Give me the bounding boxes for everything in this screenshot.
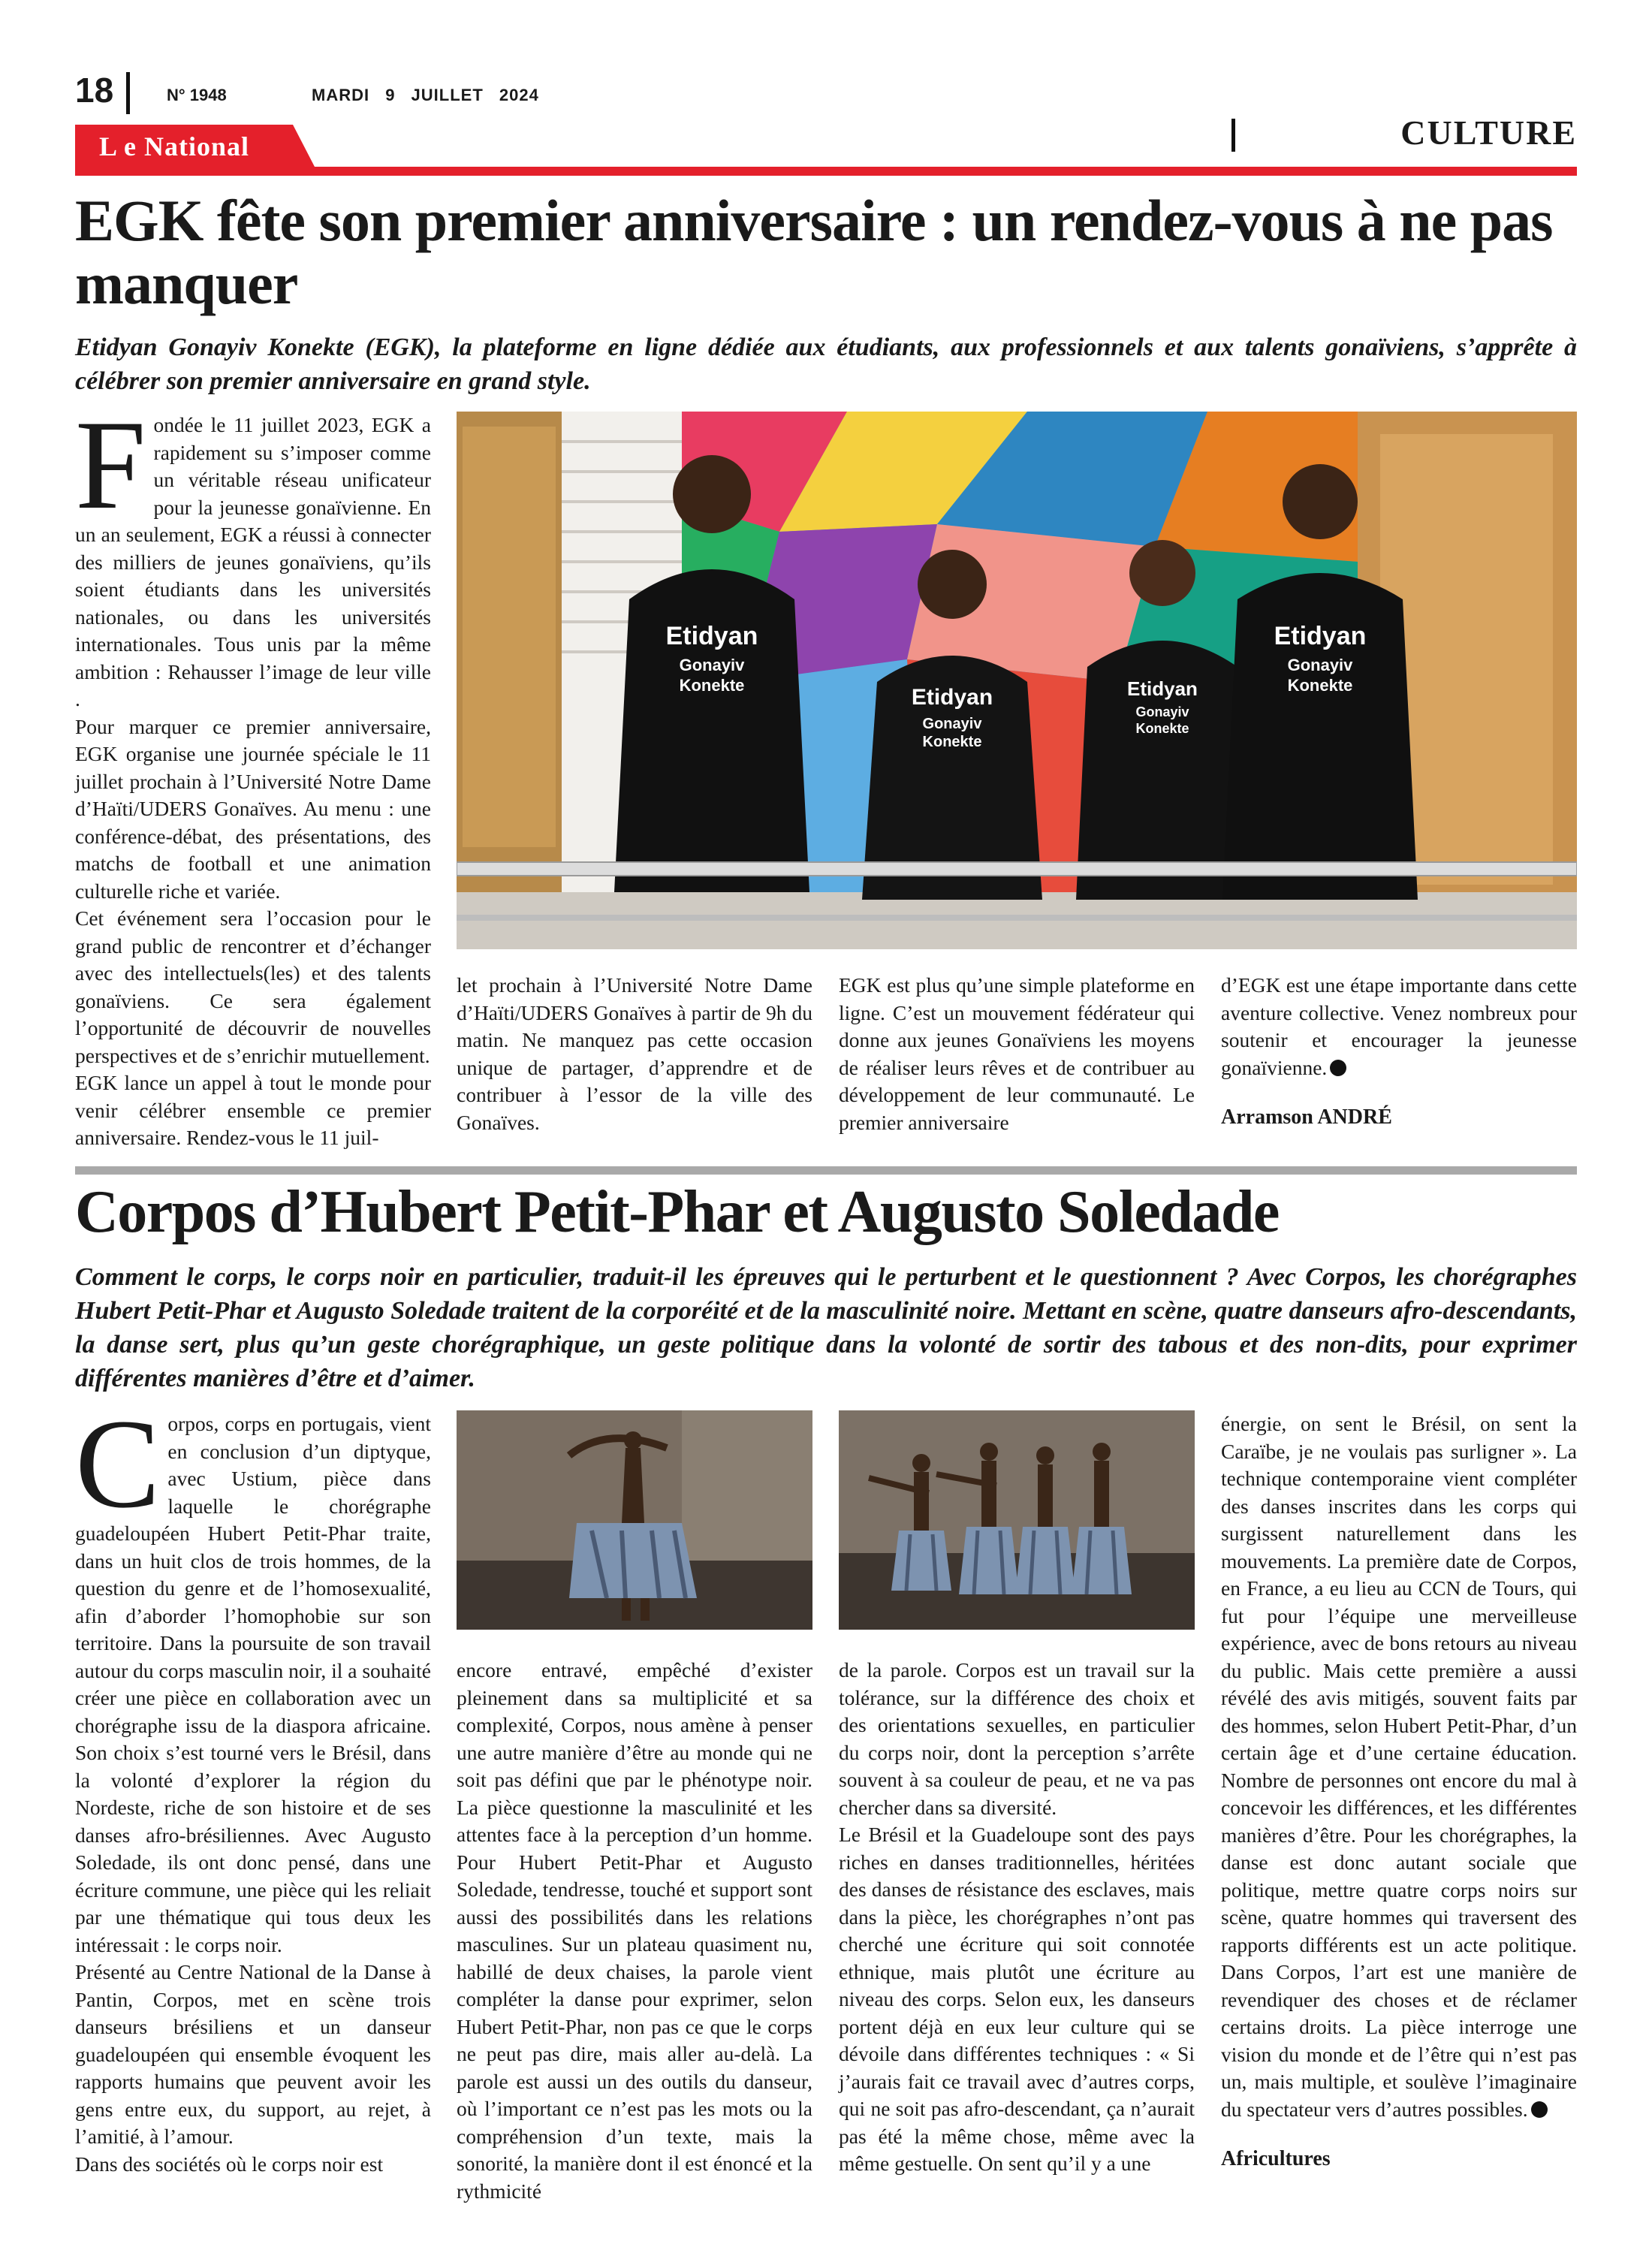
- article1-paragraph: EGK est plus qu’une simple plateforme en ligne. C’est un mouvement fédérateur qui donne aux jeunes Gonaïviens les moyens de réaliser leurs rêves et de contribuer au développement de leur communauté. Le premier anniversaire: [839, 973, 1195, 1134]
- shirt-text: Etidyan: [665, 622, 758, 650]
- shirt-text: Konekte: [922, 734, 982, 750]
- article1-paragraph: EGK lance un appel à tout le monde pour venir célébrer ensemble ce premier anniversaire. Rendez-vous le 11 juil-: [75, 1071, 431, 1149]
- article-divider: [75, 1166, 1577, 1175]
- article2-paragraph: Présenté au Centre National de la Danse à Pantin, Corpos, met en scène trois danseurs brésiliens et un danseur guadeloupéen qui ensemble évoquent les rapports humains que peuvent avoir les gens entre eux, du support, au rejet, à l’amitié, à l’amour.: [75, 1960, 431, 2148]
- article1-col4: [1221, 972, 1577, 1132]
- shirt-text: Konekte: [679, 676, 745, 695]
- article2-paragraph: Le Brésil et la Guadeloupe sont des pays riches en danses traditionnelles, héritées des danses de résistance des esclaves, mais dans la pièce, les chorégraphes n’ont pas cherché une écriture qui soit connotée ethnique, mais plutôt une écriture au niveau des corps. Selon eux, les danseurs portent déjà en eux leur culture qui se dévoile dans différentes techniques : « Si j’aurais fait ce travail avec d’autres corps, qui ne soit pas afro-descendant, ça n’aurait pas été la même chose, même avec la même gestuelle. On sent qu’il y a une: [839, 1823, 1195, 2175]
- article2-title: Corpos d’Hubert Petit-Phar et Augusto Soledade: [75, 1179, 1279, 1245]
- shirt-text: Gonayiv: [679, 656, 745, 674]
- article1-col2: [457, 972, 812, 1136]
- section-divider: [1231, 119, 1235, 152]
- article1-paragraph: ondée le 11 juillet 2023, EGK a rapidement su s’imposer comme un véritable réseau unificateur pour la jeunesse gonaïvienne. En un an seulement, EGK a réussi à connecter des milliers de jeunes gonaïviens, qu’ils soient étudiants dans les universités nationales, ou dans les universités internationales. Tous unis par la même ambition : Rehausser l’image de leur ville .: [75, 413, 431, 710]
- article2-col3: [839, 1657, 1195, 2178]
- article2-col4: [1221, 1410, 1577, 2173]
- article1-dropcap: F: [75, 394, 146, 535]
- article2-byline: Africultures: [1221, 2147, 1331, 2170]
- article2-col2: [457, 1657, 812, 2205]
- article2-col1: [75, 1393, 431, 2178]
- shirt-text: Gonayiv: [922, 716, 982, 732]
- article1-paragraph: d’EGK est une étape importante dans cette aventure collective. Venez nombreux pour soutenir et encourager la jeunesse gonaïvienne.: [1221, 973, 1577, 1079]
- article2-photo-2: [839, 1410, 1195, 1630]
- article1-paragraph: Pour marquer ce premier anniversaire, EGK organise une journée spéciale le 11 juillet prochain à l’Université Notre Dame d’Haïti/UDERS Gonaïves. Au menu : une conférence-débat, des présentations, des matchs de football et une animation culturelle riche et variée.: [75, 714, 431, 903]
- page-number: 18: [75, 71, 114, 110]
- article2-paragraph: de la parole. Corpos est un travail sur la tolérance, sur la différence des choix et des orientations sexuelles, en particulier du corps noir, dont la perception s’arrête souvent à sa couleur de peau, et ne va pas chercher dans sa diversité.: [839, 1658, 1195, 1819]
- article1-title: EGK fête son premier anniversaire : un rendez-vous à ne pas manquer: [75, 188, 1553, 316]
- article1-photo: [457, 412, 1577, 949]
- article1-paragraph: let prochain à l’Université Notre Dame d’Haïti/UDERS Gonaïves à partir de 9h du matin. Ne manquez pas cette occasion unique de partager, d’apprendre et de contribuer à l’essor de la ville des Gonaïves.: [457, 973, 812, 1134]
- article2-dropcap: C: [75, 1393, 161, 1534]
- end-mark-icon: [1330, 1060, 1346, 1076]
- article1-col1: [75, 394, 431, 1152]
- brand-logo: L e National: [99, 131, 250, 161]
- shirt-text: Konekte: [1135, 721, 1189, 736]
- article1-lede: Etidyan Gonayiv Konekte (EGK), la plateforme en ligne dédiée aux étudiants, aux professionnels et aux talents gonaïviens, s’apprête à célébrer son premier anniversaire en grand style.: [75, 333, 1577, 395]
- shirt-text: Gonayiv: [1287, 656, 1353, 674]
- article1-paragraph: Cet événement sera l’occasion pour le grand public de rencontrer et d’échanger avec des intellectuels(les) et des talents gonaïviens. Ce sera également l’opportunité de découvrir de nouvelles perspectives et de s’enrichir mutuellement.: [75, 906, 431, 1067]
- article2-photo-1: [457, 1410, 812, 1630]
- article2-lede: Comment le corps, le corps noir en particulier, traduit-il les épreuves qui le perturbent et le questionnent ? Avec Corpos, les chorégraphes Hubert Petit-Phar et Augusto Soledade traitent de la corporéité et de la masculinité noire. Mettant en scène, quatre danseurs afro-descendants, la danse sert, plus qu’un geste chorégraphique, un geste politique dans la volonté de sortir des tabous et des non-dits, pour exprimer différentes manières d’être et d’aimer.: [75, 1263, 1577, 1392]
- article2-paragraph: énergie, on sent le Brésil, on sent la Caraïbe, je ne voulais pas surligner ». La technique contemporaine vient compléter des danses inscrites dans les corps qui surgissent naturellement dans les mouvements. La première date de Corpos, en France, a eu lieu au CCN de Tours, qui fut pour l’équipe une merveilleuse expérience, avec de bons retours au niveau du public. Mais cette première a aussi révélé des avis mitigés, souvent faits par des hommes, selon Hubert Petit-Phar, d’un certain âge et d’une certaine éducation. Nombre de personnes ont encore du mal à concevoir les différences, et les différentes manières d’être. Pour les chorégraphes, la danse est donc autant sociale que politique, mettre quatre corps noirs sur scène, quatre hommes qui traversent des rapports différents est un acte politique. Dans Corpos, l’art est une manière de revendiquer des choses et de réclamer certains droits. La pièce interroge une vision du monde et de l’être qui n’est pas un, mais multiple, et soulève l’imaginaire du spectateur vers d’autres possibles.: [1221, 1412, 1577, 2121]
- article1-byline: Arramson ANDRÉ: [1221, 1105, 1392, 1129]
- article2-paragraph: orpos, corps en portugais, vient en conclusion d’un diptyque, avec Ustium, pièce dans laquelle le chorégraphe guadeloupéen Hubert Petit-Phar traite, dans un huit clos de trois hommes, de la question du genre et de l’homosexualité, afin d’aborder l’homophobie sur son territoire. Dans la poursuite de son travail autour du corps masculin noir, il a souhaité créer une pièce en collaboration avec un chorégraphe issu de la diaspora africaine. Son choix s’est tourné vers le Brésil, dans la volonté d’explorer la région du Nordeste, riche de son histoire et de ses danses afro-brésiliennes. Avec Augusto Soledade, ils ont donc pensé, dans une écriture commune, une pièce qui les reliait par une thématique qui tous deux les intéressait : le corps noir.: [75, 1412, 431, 1956]
- shirt-text: Etidyan: [911, 685, 993, 710]
- article2-paragraph: encore entravé, empêché d’exister pleinement dans sa multiplicité et sa complexité, Corpos, nous amène à penser une autre manière d’être au monde qui ne soit pas défini que par le phénotype noir. La pièce questionne la masculinité et les attentes face à la perception d’un homme. Pour Hubert Petit-Phar et Augusto Soledade, tendresse, touché et support sont aussi des possibilités dans les relations masculines. Sur un plateau quasiment nu, habillé de deux chaises, la parole vient compléter la danse pour exprimer, selon Hubert Petit-Phar, non pas ce que le corps ne peut pas dire, mais aller au-delà. La parole est aussi un des outils du danseur, où l’important ce n’est pas les mots ou la compréhension d’un texte, mais la sonorité, la manière dont il est énoncé et la rythmicité: [457, 1658, 812, 2203]
- section-title: CULTURE: [1400, 113, 1577, 152]
- shirt-text: Konekte: [1287, 676, 1353, 695]
- issue-number: N° 1948: [167, 86, 227, 104]
- header-rule: [75, 167, 1577, 176]
- page-number-divider: [126, 72, 130, 114]
- issue-date: MARDI 9 JUILLET 2024: [312, 86, 539, 104]
- shirt-text: Gonayiv: [1135, 704, 1189, 719]
- article1-col3: [839, 972, 1195, 1136]
- shirt-text: Etidyan: [1127, 677, 1198, 700]
- end-mark-icon: [1531, 2101, 1548, 2118]
- article2-paragraph: Dans des sociétés où le corps noir est: [75, 2152, 384, 2176]
- shirt-text: Etidyan: [1274, 622, 1367, 650]
